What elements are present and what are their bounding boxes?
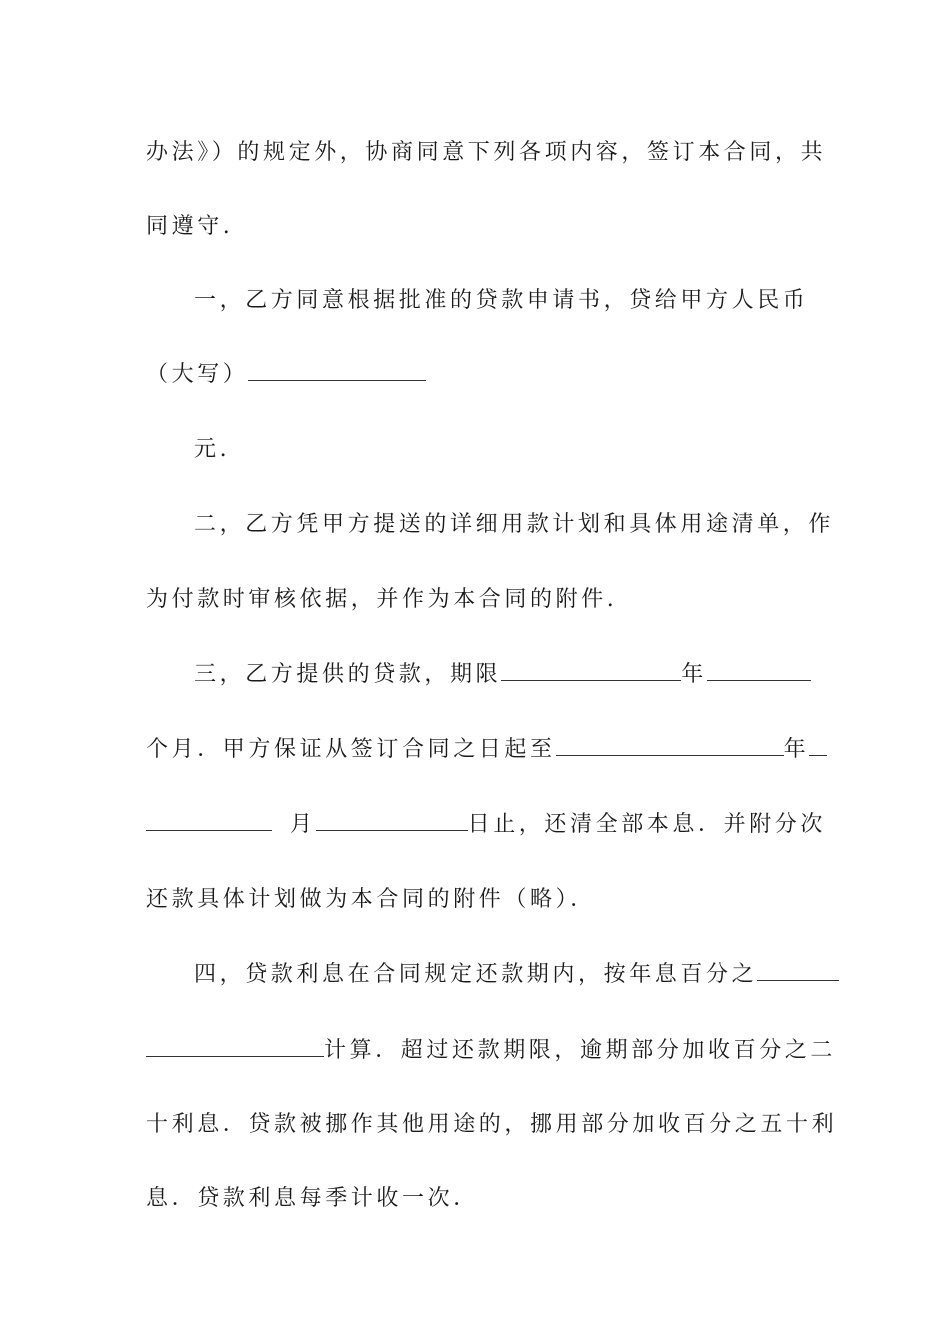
paragraph-line	[146, 735, 810, 765]
paragraph-line	[146, 1110, 838, 1140]
text-run: 息．贷款利息每季计收一次．	[146, 1186, 479, 1211]
text-run: 一，乙方同意根据批准的贷款申请书，贷给甲方人民币	[194, 288, 809, 313]
amount-blank[interactable]	[248, 360, 426, 381]
text-run: 为付款时审核依据，并作为本合同的附件.	[146, 587, 618, 612]
text-run: 年	[783, 737, 810, 762]
text-run: 元.	[194, 437, 231, 462]
end-month-blank[interactable]	[146, 810, 272, 831]
end-month-blank-start[interactable]	[809, 735, 827, 756]
clause-one-line	[194, 286, 809, 316]
text-run: 二，乙方凭甲方提送的详细用款计划和具体用途清单，作	[194, 512, 835, 537]
paragraph-line	[146, 1036, 837, 1066]
clause-four-line	[194, 960, 806, 990]
end-year-blank[interactable]	[556, 735, 784, 756]
text-run: 年	[681, 662, 707, 687]
term-years-blank[interactable]	[501, 660, 681, 681]
paragraph-line	[146, 360, 806, 390]
text-run: 还款具体计划做为本合同的附件（略）．	[146, 887, 596, 912]
term-months-blank[interactable]	[707, 660, 811, 681]
paragraph-line	[146, 810, 827, 840]
paragraph-line	[146, 585, 806, 615]
interest-rate-blank[interactable]	[146, 1036, 324, 1057]
paragraph-line	[194, 435, 806, 465]
text-run: （大写）	[146, 362, 249, 387]
text-run: 四，贷款利息在合同规定还款期内，按年息百分之	[194, 962, 758, 987]
text-run: 十利息．贷款被挪作其他用途的，挪用部分加收百分之五十利	[146, 1112, 838, 1137]
text-run: 办法》）的规定外，协商同意下列各项内容，签订本合同，共	[146, 140, 827, 165]
text-run: 计算．超过还款期限，逾期部分加收百分之二	[324, 1038, 837, 1063]
text-run: 三，乙方提供的贷款，期限	[194, 662, 502, 687]
paragraph-line	[146, 1184, 806, 1214]
paragraph-line	[146, 212, 806, 242]
interest-rate-blank-start[interactable]	[757, 960, 839, 981]
clause-two-line	[194, 510, 835, 540]
clause-three-line	[194, 660, 806, 690]
paragraph-line	[146, 885, 806, 915]
end-day-blank[interactable]	[316, 810, 468, 831]
text-run: 同遵守.	[146, 214, 234, 239]
text-run: 日止，还清全部本息．并附分次	[467, 812, 827, 837]
text-run: 月	[290, 812, 316, 837]
text-run: 个月．甲方保证从签订合同之日起至	[146, 737, 556, 762]
paragraph-line	[146, 138, 827, 168]
